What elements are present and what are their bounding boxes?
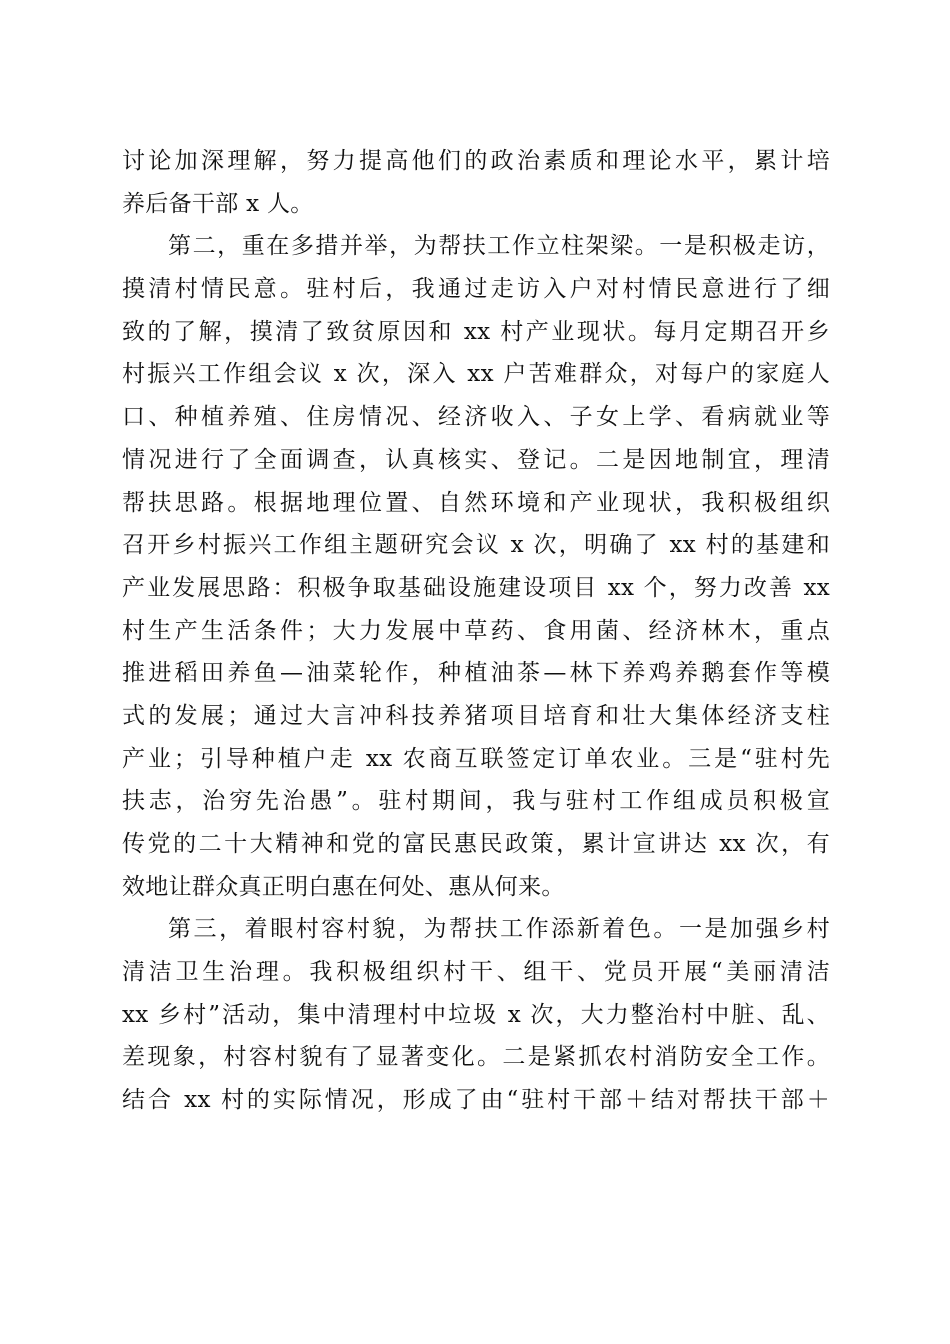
- text-line: 帮扶思路。根据地理位置、自然环境和产业现状，我积极组织: [122, 489, 830, 516]
- text-line: 差现象，村容村貌有了显著变化。二是紧抓农村消防安全工作。: [122, 1044, 830, 1071]
- text-line: 产业；引导种植户走 xx 农商互联签定订单农业。三是“驻村先: [122, 745, 830, 772]
- text-line: 村生产生活条件；大力发展中草药、食用菌、经济林木，重点: [122, 617, 830, 644]
- text-line: 结合 xx 村的实际情况，形成了由“驻村干部＋结对帮扶干部＋: [122, 1087, 830, 1114]
- text-line: 清洁卫生治理。我积极组织村干、组干、党员开展“美丽清洁: [122, 959, 830, 986]
- text-line: 传党的二十大精神和党的富民惠民政策，累计宣讲达 xx 次，有: [122, 831, 830, 857]
- text-line: 效地让群众真正明白惠在何处、惠从何来。: [122, 873, 565, 900]
- paragraph-1: [122, 140, 830, 225]
- text-line: 致的了解，摸清了致贫原因和 xx 村产业现状。每月定期召开乡: [122, 318, 830, 345]
- text-line: 第三，着眼村容村貌，为帮扶工作添新着色。一是加强乡村: [168, 916, 830, 943]
- text-line: 摸清村情民意。驻村后，我通过走访入户对村情民意进行了细: [122, 276, 830, 303]
- text-line: 口、种植养殖、住房情况、经济收入、子女上学、看病就业等: [122, 404, 830, 431]
- text-line: 式的发展；通过大言冲科技养猪项目培育和壮大集体经济支柱: [122, 702, 830, 729]
- text-line: 第二，重在多措并举，为帮扶工作立柱架梁。一是积极走访，: [168, 233, 830, 260]
- text-line: 召开乡村振兴工作组主题研究会议 x 次，明确了 xx 村的基建和: [122, 532, 830, 559]
- text-line: 扶志，治穷先治愚”。驻村期间，我与驻村工作组成员积极宣: [122, 788, 830, 815]
- text-line: 村振兴工作组会议 x 次，深入 xx 户苦难群众，对每户的家庭人: [122, 361, 830, 388]
- paragraph-2: [122, 225, 830, 908]
- text-line: 情况进行了全面调查，认真核实、登记。二是因地制宜，理清: [122, 446, 830, 473]
- text-line: 推进稻田养鱼—油菜轮作，种植油茶—林下养鸡养鹅套作等模: [122, 660, 830, 687]
- text-line: 养后备干部 x 人。: [122, 190, 314, 217]
- text-line: 产业发展思路：积极争取基础设施建设项目 xx 个，努力改善 xx: [122, 574, 830, 601]
- paragraph-3: [122, 908, 830, 1121]
- document-body: [122, 140, 830, 1122]
- text-line: 讨论加深理解，努力提高他们的政治素质和理论水平，累计培: [122, 148, 830, 174]
- text-line: xx 乡村”活动，集中清理村中垃圾 x 次，大力整治村中脏、乱、: [122, 1001, 830, 1028]
